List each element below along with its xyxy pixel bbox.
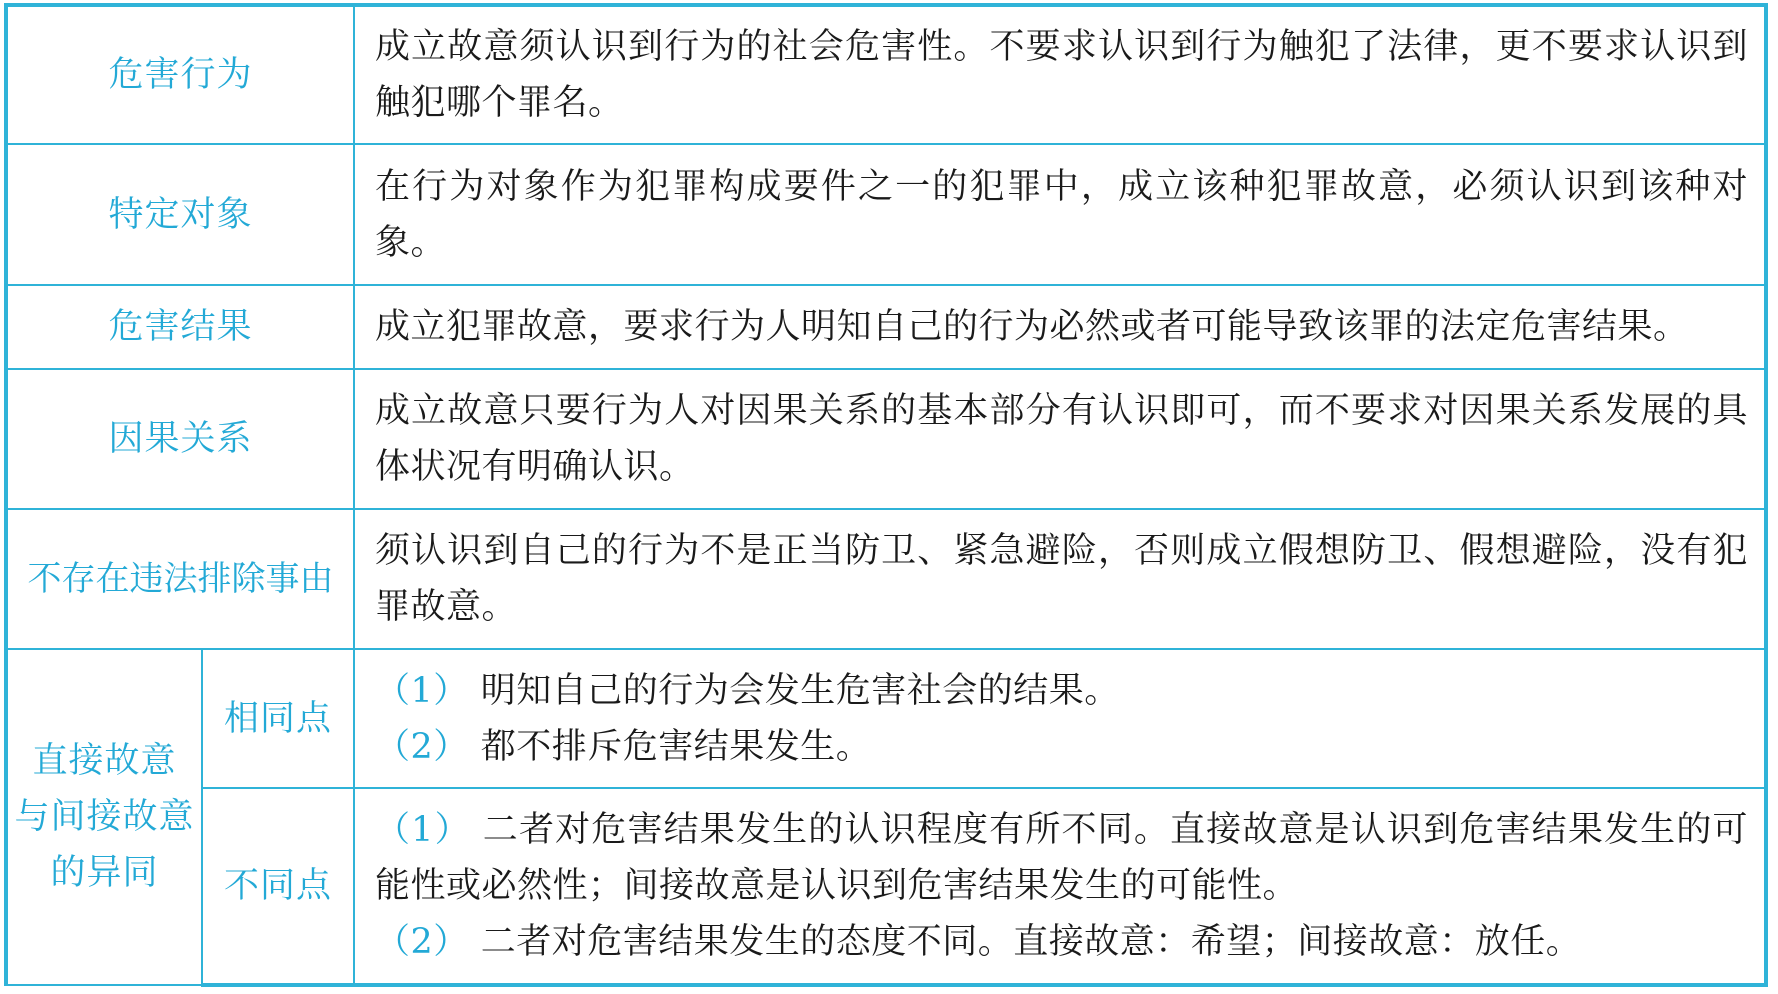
sub-label-similarities: 相同点 [202,649,354,788]
table-row [6,509,1766,649]
sub-label-differences: 不同点 [202,788,354,985]
item-number: （1） [375,810,471,850]
row-text-harmful-act: 成立故意须认识到行为的社会危害性。不要求认识到行为触犯了法律，更不要求认识到触犯哪个罪名。 [354,5,1766,144]
list-item [375,802,1748,914]
item-number: （1） [375,670,469,711]
list-item [375,719,1748,775]
item-text: 二者对危害结果发生的认识程度有所不同。直接故意是认识到危害结果发生的可能性或必然性；间接故意是认识到危害结果发生的可能性。 [375,810,1749,906]
table-row [6,649,1766,788]
list-item [375,914,1748,970]
knowledge-table [4,3,1768,987]
row-text-causality: 成立故意只要行为人对因果关系的基本部分有认识即可，而不要求对因果关系发展的具体状况有明确认识。 [354,369,1766,509]
row-label-harmful-result: 危害结果 [6,285,354,369]
group-label-line: 的异同 [50,853,159,893]
table-row [6,5,1766,144]
item-text: 明知自己的行为会发生危害社会的结果。 [480,670,1120,711]
table-row [6,285,1766,369]
row-text-harmful-result: 成立犯罪故意，要求行为人明知自己的行为必然或者可能导致该罪的法定危害结果。 [354,285,1766,369]
row-label-causality: 因果关系 [6,369,354,509]
row-label-harmful-act: 危害行为 [6,5,354,144]
table-row [6,144,1766,285]
group-label-line: 与间接故意 [14,797,195,837]
item-number: （2） [375,922,469,962]
similarities-content [354,649,1766,788]
differences-content [354,788,1766,985]
list-item [375,663,1748,719]
knowledge-table-wrapper [4,3,1770,987]
item-text: 二者对危害结果发生的态度不同。直接故意：希望；间接故意：放任。 [480,922,1582,962]
table-row [6,369,1766,509]
group-label-direct-vs-indirect-intent [6,649,202,985]
item-number: （2） [375,726,469,767]
row-text-no-justification: 须认识到自己的行为不是正当防卫、紧急避险，否则成立假想防卫、假想避险，没有犯罪故意。 [354,509,1766,649]
group-label-line: 直接故意 [32,741,177,781]
row-label-no-justification: 不存在违法排除事由 [6,509,354,649]
item-text: 都不排斥危害结果发生。 [480,726,872,767]
table-row [6,788,1766,985]
row-text-specific-object: 在行为对象作为犯罪构成要件之一的犯罪中，成立该种犯罪故意，必须认识到该种对象。 [354,144,1766,285]
row-label-specific-object: 特定对象 [6,144,354,285]
